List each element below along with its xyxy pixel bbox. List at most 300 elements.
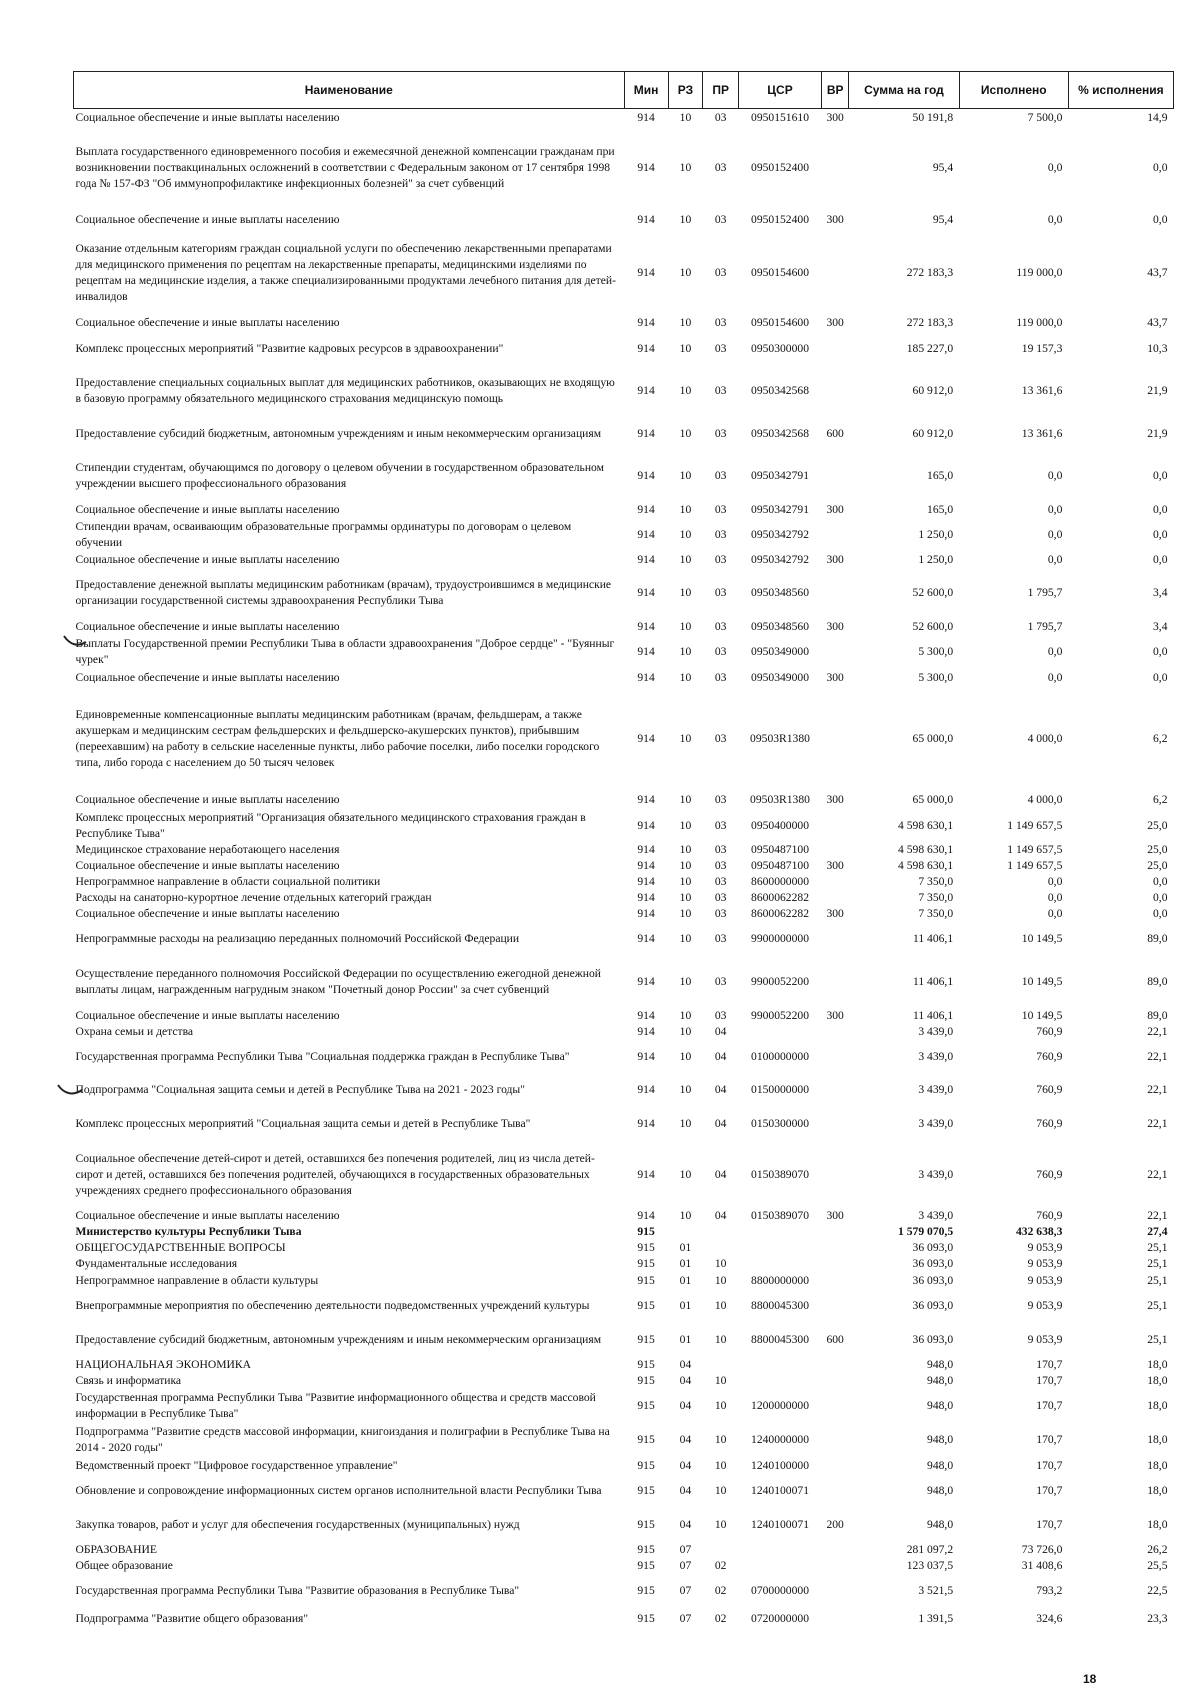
row-vr: 300 [826, 316, 844, 329]
row-vr: 300 [826, 671, 844, 684]
row-pct: 22,1 [1147, 1049, 1168, 1063]
row-min: 915 [637, 1612, 655, 1625]
row-vr [822, 1224, 849, 1240]
row-vr [822, 1272, 849, 1289]
row-done: 0,0 [1047, 469, 1063, 482]
row-min: 915 [637, 1559, 655, 1572]
row-sum: 65 000,0 [912, 732, 954, 745]
row-pr: 03 [714, 818, 727, 832]
row-done: 1 149 657,5 [1007, 818, 1063, 832]
row-pct: 21,9 [1147, 426, 1168, 440]
row-rz: 04 [679, 1484, 692, 1497]
table-row [74, 1289, 1174, 1323]
row-name: Закупка товаров, работ и услуг для обеспечения государственных (муниципальных) нужд [75, 1518, 520, 1531]
row-name: Внепрограммные мероприятия по обеспечению деятельности подведомственных учреждений культуры [75, 1299, 590, 1312]
row-csr: 0150389070 [751, 1167, 809, 1181]
row-done: 170,7 [1036, 1518, 1063, 1531]
row-name: Социальное обеспечение и иные выплаты населению [75, 111, 340, 124]
table-row [74, 1357, 1174, 1373]
row-sum: 1 579 070,5 [898, 1225, 954, 1238]
row-vr [822, 1040, 849, 1073]
row-done: 119 000,0 [1016, 265, 1063, 279]
row-min: 914 [637, 732, 655, 745]
row-pr [703, 1542, 739, 1558]
row-rz: 07 [679, 1584, 692, 1597]
row-pr: 10 [714, 1484, 727, 1497]
row-done: 760,9 [1036, 1117, 1063, 1130]
row-pr: 10 [714, 1333, 727, 1346]
row-pr: 03 [714, 342, 727, 355]
row-vr: 300 [826, 552, 844, 566]
row-vr [822, 1256, 849, 1272]
row-rz: 10 [679, 1025, 692, 1038]
row-pr: 03 [714, 619, 727, 633]
row-pct: 0,0 [1153, 469, 1168, 482]
row-pct: 22,1 [1147, 1083, 1168, 1096]
row-vr: 300 [826, 859, 844, 872]
row-pct: 0,0 [1153, 161, 1168, 174]
row-pr: 02 [714, 1612, 727, 1625]
row-vr [822, 922, 849, 956]
row-min: 915 [637, 1358, 655, 1371]
row-vr: 300 [826, 1209, 844, 1222]
row-vr [822, 1423, 849, 1457]
row-pr: 03 [714, 843, 727, 856]
row-csr: 0950400000 [751, 818, 809, 832]
row-vr: 600 [826, 426, 844, 440]
row-pct: 22,1 [1147, 1117, 1168, 1130]
row-pct: 25,0 [1147, 843, 1168, 856]
row-rz: 07 [679, 1543, 692, 1556]
row-done: 793,2 [1036, 1584, 1063, 1597]
row-sum: 36 093,0 [912, 1257, 954, 1270]
row-pr: 03 [714, 552, 727, 566]
row-min: 915 [637, 1257, 655, 1270]
row-name: Предоставление субсидий бюджетным, автономным учреждениям и иным некоммерческим организациям [75, 1333, 602, 1346]
row-done: 170,7 [1036, 1458, 1063, 1472]
row-csr: 1240100071 [751, 1484, 809, 1497]
row-pr: 04 [714, 1083, 727, 1096]
row-rz: 10 [679, 316, 692, 329]
row-sum: 165,0 [927, 469, 954, 482]
row-pct: 18,0 [1147, 1399, 1168, 1412]
row-rz: 10 [679, 213, 692, 226]
row-name: Подпрограмма "Развитие средств массовой информации, книгоиздания и полиграфии в Республике Тыва на 2014 - 2020 годы" [75, 1425, 610, 1454]
row-done: 10 149,5 [1021, 1009, 1063, 1022]
row-name: Оказание отдельным категориям граждан социальной услуги по обеспечению лекарственными препаратами для медицинского применения по рецептам на лекарственные препараты, медицинскими изделиями по рецептам на медицинские изделия, а также специализированными продуктами лечебного питания для детей-инвалидов [75, 241, 616, 303]
row-csr: 9900052200 [751, 1009, 809, 1022]
row-csr [739, 1256, 822, 1272]
row-csr: 0950342568 [751, 426, 809, 440]
row-rz: 10 [679, 527, 692, 541]
table-row [74, 1107, 1174, 1141]
row-sum: 948,0 [927, 1358, 954, 1371]
row-pct: 3,4 [1153, 619, 1168, 633]
row-vr [822, 1574, 849, 1608]
row-vr [822, 1073, 849, 1107]
row-pct: 89,0 [1147, 975, 1168, 988]
row-done: 170,7 [1036, 1399, 1063, 1412]
row-pct: 22,5 [1147, 1584, 1168, 1597]
row-rz: 04 [679, 1433, 692, 1446]
row-min: 914 [637, 1025, 655, 1038]
row-pr: 04 [714, 1049, 727, 1063]
row-csr: 0950152400 [751, 161, 809, 174]
row-rz: 10 [679, 586, 692, 599]
row-name: Охрана семьи и детства [75, 1025, 194, 1038]
row-csr [739, 1558, 822, 1574]
row-vr [822, 231, 849, 314]
row-name: Единовременные компенсационные выплаты медицинским работникам (врачам, фельдшерам, а также акушеркам и медицинским сестрам фельдшерских и фельдшерско-акушерских пунктов), прибывшим (переехавшим) на работу в сельские населенные пункты, либо рабочие поселки, либо поселки городского типа, либо города с населением до 50 тысяч человек [75, 708, 600, 769]
row-min: 914 [637, 213, 655, 226]
row-csr [739, 1240, 822, 1256]
row-pct: 18,0 [1147, 1458, 1168, 1472]
row-pr: 10 [714, 1299, 727, 1312]
row-done: 13 361,6 [1021, 426, 1063, 440]
row-done: 760,9 [1036, 1167, 1063, 1181]
table-row [74, 1608, 1174, 1630]
row-pr: 03 [714, 907, 727, 920]
row-vr [822, 687, 849, 791]
row-done: 13 361,6 [1021, 384, 1063, 397]
table-row [74, 127, 1174, 209]
row-name: Социальное обеспечение и иные выплаты населению [75, 859, 340, 872]
row-sum: 1 250,0 [918, 527, 954, 541]
table-row [74, 1474, 1174, 1508]
row-sum: 272 183,3 [906, 265, 954, 279]
row-vr [822, 635, 849, 669]
row-csr: 0950348560 [751, 586, 809, 599]
row-csr: 0950487100 [751, 859, 809, 872]
row-rz: 10 [679, 1167, 692, 1181]
row-done: 9 053,9 [1027, 1257, 1063, 1270]
row-pct: 43,7 [1147, 265, 1168, 279]
row-done: 0,0 [1047, 527, 1063, 541]
row-vr [822, 1024, 849, 1040]
row-pct: 22,1 [1147, 1209, 1168, 1222]
row-rz [668, 1224, 703, 1240]
row-sum: 185 227,0 [906, 342, 954, 355]
row-vr: 300 [826, 619, 844, 633]
row-name: Выплата государственного единовременного пособия и ежемесячной денежной компенсации гражданам при возникновении поствакцинальных осложнений в соответствии с Федеральным законом от 17 сентября 1998 года № 157-ФЗ "Об иммунопрофилактике инфекционных болезней" за счет субвенций [75, 145, 615, 190]
row-pr: 10 [714, 1257, 727, 1270]
row-rz: 10 [679, 818, 692, 832]
row-min: 915 [637, 1458, 655, 1472]
row-rz: 10 [679, 645, 692, 658]
row-name: Стипендии студентам, обучающимся по договору о целевом обучении в государственном образовательном учреждении высшего профессионального образования [75, 461, 604, 490]
row-vr: 300 [826, 907, 844, 920]
row-sum: 7 350,0 [918, 875, 954, 888]
row-min: 914 [637, 469, 655, 482]
table-row [74, 874, 1174, 890]
row-rz: 04 [679, 1458, 692, 1472]
row-sum: 948,0 [927, 1399, 954, 1412]
row-sum: 11 406,1 [912, 975, 954, 988]
row-rz: 04 [679, 1399, 692, 1412]
row-vr: 300 [826, 213, 844, 226]
row-done: 170,7 [1036, 1358, 1063, 1371]
row-csr: 9900052200 [751, 975, 809, 988]
row-min: 914 [637, 502, 655, 516]
row-rz: 10 [679, 793, 692, 806]
row-rz: 10 [679, 732, 692, 745]
table-body [74, 109, 1174, 1631]
row-done: 324,6 [1036, 1612, 1063, 1625]
row-pct: 25,5 [1147, 1559, 1168, 1572]
row-rz: 10 [679, 1083, 692, 1096]
row-min: 914 [637, 1167, 655, 1181]
row-done: 0,0 [1047, 213, 1063, 226]
table-row [74, 1224, 1174, 1240]
row-name: Ведомственный проект "Цифровое государственное управление" [75, 1458, 398, 1472]
row-sum: 60 912,0 [912, 384, 954, 397]
row-done: 4 000,0 [1027, 732, 1063, 745]
header-pct: % исполнения [1068, 72, 1173, 109]
table-row [74, 1240, 1174, 1256]
table-row [74, 922, 1174, 956]
row-csr [739, 1357, 822, 1373]
row-sum: 1 250,0 [918, 552, 954, 566]
header-rz: РЗ [668, 72, 703, 109]
row-pr: 10 [714, 1433, 727, 1446]
row-min: 914 [637, 265, 655, 279]
row-rz: 10 [679, 502, 692, 516]
row-sum: 4 598 630,1 [898, 859, 954, 872]
row-done: 19 157,3 [1021, 342, 1063, 355]
row-min: 914 [637, 907, 655, 920]
row-name: Социальное обеспечение и иные выплаты населению [75, 213, 340, 226]
row-pct: 22,1 [1147, 1167, 1168, 1181]
row-pct: 10,3 [1147, 342, 1168, 355]
row-vr [822, 1289, 849, 1323]
row-pct: 89,0 [1147, 932, 1168, 945]
row-pct: 22,1 [1147, 1025, 1168, 1038]
row-csr [739, 1224, 822, 1240]
row-rz: 10 [679, 891, 692, 904]
row-done: 760,9 [1036, 1049, 1063, 1063]
row-name: Предоставление субсидий бюджетным, автономным учреждениям и иным некоммерческим организациям [75, 426, 602, 440]
row-min: 914 [637, 1009, 655, 1022]
row-min: 915 [637, 1273, 655, 1287]
table-row [74, 1208, 1174, 1224]
row-pct: 25,1 [1147, 1299, 1168, 1312]
row-csr: 1200000000 [751, 1399, 809, 1412]
row-csr [739, 1024, 822, 1040]
table-row [74, 858, 1174, 874]
row-name: Обновление и сопровождение информационных систем органов исполнительной власти Республики Тыва [75, 1484, 602, 1497]
row-pct: 0,0 [1153, 645, 1168, 658]
row-min: 914 [637, 586, 655, 599]
row-done: 119 000,0 [1016, 316, 1063, 329]
row-vr [822, 890, 849, 906]
row-min: 914 [637, 161, 655, 174]
table-row [74, 669, 1174, 687]
row-pct: 89,0 [1147, 1009, 1168, 1022]
row-sum: 4 598 630,1 [898, 843, 954, 856]
row-pct: 14,9 [1147, 111, 1168, 124]
row-csr: 1240100000 [751, 1458, 809, 1472]
row-done: 0,0 [1047, 502, 1063, 516]
row-done: 170,7 [1036, 1433, 1063, 1446]
row-done: 0,0 [1047, 891, 1063, 904]
row-pct: 0,0 [1153, 552, 1168, 566]
table-row [74, 1558, 1174, 1574]
table-row [74, 1256, 1174, 1272]
row-vr [822, 1107, 849, 1141]
row-sum: 5 300,0 [918, 645, 954, 658]
row-pct: 25,1 [1147, 1241, 1168, 1254]
row-pr [703, 1240, 739, 1256]
row-pr: 04 [714, 1025, 727, 1038]
row-rz: 10 [679, 1049, 692, 1063]
row-sum: 3 439,0 [918, 1025, 954, 1038]
row-vr [822, 1357, 849, 1373]
row-pr: 03 [714, 384, 727, 397]
row-min: 914 [637, 645, 655, 658]
row-name: Социальное обеспечение и иные выплаты населению [75, 793, 340, 806]
row-csr: 0950154600 [751, 265, 809, 279]
row-sum: 60 912,0 [912, 426, 954, 440]
row-pr: 10 [714, 1374, 727, 1387]
row-min: 914 [637, 875, 655, 888]
row-csr: 09503R1380 [750, 732, 810, 745]
row-pr: 03 [714, 975, 727, 988]
budget-execution-table [73, 71, 1174, 1630]
header-vr: ВР [822, 72, 849, 109]
row-vr: 200 [826, 1518, 844, 1531]
row-pct: 43,7 [1147, 316, 1168, 329]
row-name: Осуществление переданного полномочия Российской Федерации по осуществлению ежегодной денежной выплаты лицам, награжденным нагрудным знаком "Почетный донор России" за счет субвенций [75, 967, 601, 996]
table-row [74, 231, 1174, 314]
row-sum: 3 439,0 [918, 1049, 954, 1063]
row-min: 914 [637, 111, 655, 124]
row-min: 914 [637, 975, 655, 988]
row-rz: 10 [679, 875, 692, 888]
row-csr: 0950342792 [751, 552, 809, 566]
row-csr: 1240000000 [751, 1433, 809, 1446]
row-csr: 0950152400 [751, 213, 809, 226]
row-done: 0,0 [1047, 671, 1063, 684]
table-row [74, 551, 1174, 568]
row-pr: 03 [714, 875, 727, 888]
table-row [74, 1073, 1174, 1107]
row-rz: 10 [679, 932, 692, 945]
row-name: Социальное обеспечение и иные выплаты населению [75, 502, 340, 516]
row-pct: 0,0 [1153, 502, 1168, 516]
row-name: НАЦИОНАЛЬНАЯ ЭКОНОМИКА [75, 1358, 252, 1371]
row-vr [822, 1389, 849, 1423]
row-min: 915 [637, 1374, 655, 1387]
row-sum: 36 093,0 [912, 1241, 954, 1254]
row-sum: 11 406,1 [912, 1009, 954, 1022]
row-name: Непрограммное направление в области культуры [75, 1273, 319, 1287]
row-csr: 8800045300 [751, 1333, 809, 1346]
row-rz: 10 [679, 843, 692, 856]
row-rz: 10 [679, 265, 692, 279]
table-row [74, 956, 1174, 1008]
row-rz: 10 [679, 384, 692, 397]
row-name: Подпрограмма "Социальная защита семьи и детей в Республике Тыва на 2021 - 2023 годы" [75, 1083, 525, 1096]
row-name: Связь и информатика [75, 1374, 182, 1387]
row-sum: 281 097,2 [906, 1543, 954, 1556]
row-sum: 3 439,0 [918, 1209, 954, 1222]
row-done: 0,0 [1047, 907, 1063, 920]
row-done: 10 149,5 [1021, 932, 1063, 945]
row-sum: 95,4 [932, 213, 954, 226]
row-name: Выплаты Государственной премии Республики Тыва в области здравоохранения "Доброе сердце" - "Буянныг чурек" [75, 637, 615, 666]
row-pr: 10 [714, 1518, 727, 1531]
row-name: Непрограммное направление в области социальной политики [75, 875, 381, 888]
row-min: 915 [637, 1333, 655, 1346]
table-row [74, 618, 1174, 635]
row-pct: 25,1 [1147, 1257, 1168, 1270]
row-rz: 01 [679, 1333, 692, 1346]
row-pr: 03 [714, 213, 727, 226]
row-pct: 18,0 [1147, 1484, 1168, 1497]
row-pct: 0,0 [1153, 527, 1168, 541]
row-pct: 0,0 [1153, 891, 1168, 904]
row-vr [822, 1373, 849, 1389]
row-done: 432 638,3 [1016, 1225, 1063, 1238]
row-vr [822, 1457, 849, 1474]
row-name: Социальное обеспечение и иные выплаты населению [75, 552, 340, 566]
row-rz: 10 [679, 111, 692, 124]
row-csr: 8600000000 [751, 875, 809, 888]
row-vr: 300 [826, 111, 844, 124]
row-done: 7 500,0 [1027, 111, 1063, 124]
row-rz: 07 [679, 1612, 692, 1625]
header-name: Наименование [74, 72, 625, 109]
row-rz: 10 [679, 342, 692, 355]
row-name: Общее образование [75, 1559, 173, 1572]
row-pr: 03 [714, 932, 727, 945]
row-csr: 8800045300 [751, 1299, 809, 1312]
row-vr [822, 1474, 849, 1508]
row-rz: 10 [679, 426, 692, 440]
table-row [74, 906, 1174, 922]
row-sum: 11 406,1 [912, 932, 954, 945]
budget-table-sheet [73, 71, 1174, 1630]
row-vr [822, 1558, 849, 1574]
row-name: Медицинское страхование неработающего населения [75, 843, 340, 856]
row-name: Социальное обеспечение и иные выплаты населению [75, 1209, 340, 1222]
table-row [74, 1508, 1174, 1542]
row-vr: 600 [826, 1333, 844, 1346]
row-name: Стипендии врачам, осваивающим образовательные программы ординатуры по договорам о целевом обучении [75, 519, 572, 549]
row-sum: 948,0 [927, 1484, 954, 1497]
table-row [74, 1040, 1174, 1073]
row-sum: 948,0 [927, 1458, 954, 1472]
row-sum: 50 191,8 [912, 111, 954, 124]
row-csr: 0950342792 [751, 527, 809, 541]
table-row [74, 1323, 1174, 1357]
row-pct: 3,4 [1153, 586, 1168, 599]
row-name: Предоставление специальных социальных выплат для медицинских работников, оказывающих не входящую в базовую программу обязательного медицинского страхования медицинскую помощь [75, 376, 615, 405]
table-row [74, 568, 1174, 618]
row-pct: 25,0 [1147, 818, 1168, 832]
row-min: 915 [637, 1433, 655, 1446]
row-name: Социальное обеспечение и иные выплаты населению [75, 619, 340, 633]
row-rz: 10 [679, 859, 692, 872]
row-done: 0,0 [1047, 875, 1063, 888]
row-name: Социальное обеспечение и иные выплаты населению [75, 907, 340, 920]
row-min: 914 [637, 891, 655, 904]
row-pct: 6,2 [1153, 793, 1168, 806]
header-pr: ПР [703, 72, 739, 109]
row-pr: 10 [714, 1273, 727, 1287]
row-pct: 18,0 [1147, 1433, 1168, 1446]
header-csr: ЦСР [739, 72, 822, 109]
